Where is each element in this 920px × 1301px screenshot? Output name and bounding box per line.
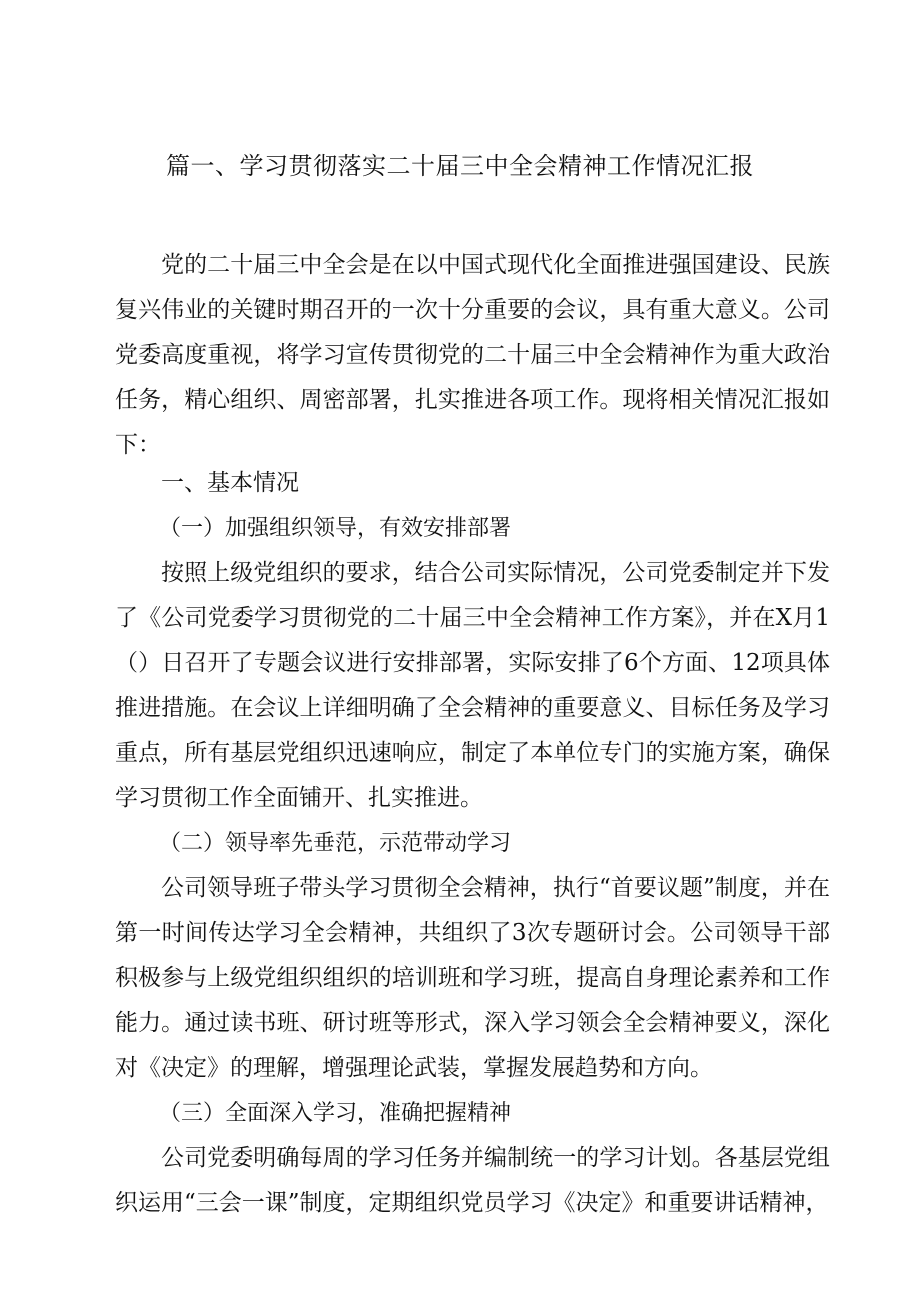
- section-block: [115, 461, 830, 1226]
- section-heading: 一、基本情况: [161, 470, 299, 496]
- subsection-3-paragraph: 公司党委明确每周的学习任务并编制统一的学习计划。各基层党组织运用“三会一课”制度，定期组织党员学习《决定》和重要讲话精神，: [115, 1145, 830, 1216]
- subsection-2-heading: （二）领导率先垂范，示范带动学习: [159, 831, 512, 856]
- subsection-1-paragraph: 按照上级党组织的要求，结合公司实际情况，公司党委制定并下发了《公司党委学习贯彻党的二十届三中全会精神工作方案》，并在X月1（）日召开了专题会议进行安排部署，实际安排了6个方面、12项具体推进措施。在会议上详细明确了全会精神的重要意义、目标任务及学习重点，所有基层党组织迅速响应，制定了本单位专门的实施方案，确保学习贯彻工作全面铺开、扎实推进。: [115, 560, 830, 811]
- subsection-2-paragraph: 公司领导班子带头学习贯彻全会精神，执行“首要议题”制度，并在第一时间传达学习全会精神，共组织了3次专题研讨会。公司领导干部积极参与上级党组织组织的培训班和学习班，提高自身理论素养和工作能力。通过读书班、研讨班等形式，深入学习领会全会精神要义，深化对《决定》的理解，增强理论武装，掌握发展趋势和方向。: [115, 875, 830, 1081]
- intro-block: [115, 243, 830, 468]
- subsection-3-heading: （三）全面深入学习，准确把握精神: [159, 1101, 512, 1126]
- intro-paragraph: 党的二十届三中全会是在以中国式现代化全面推进强国建设、民族复兴伟业的关键时期召开的一次十分重要的会议，具有重大意义。公司党委高度重视，将学习宣传贯彻党的二十届三中全会精神作为重大政治任务，精心组织、周密部署，扎实推进各项工作。现将相关情况汇报如下：: [115, 252, 830, 458]
- document-title: 篇一、学习贯彻落实二十届三中全会精神工作情况汇报: [166, 152, 754, 180]
- subsection-1-heading: （一）加强组织领导，有效安排部署: [159, 516, 512, 541]
